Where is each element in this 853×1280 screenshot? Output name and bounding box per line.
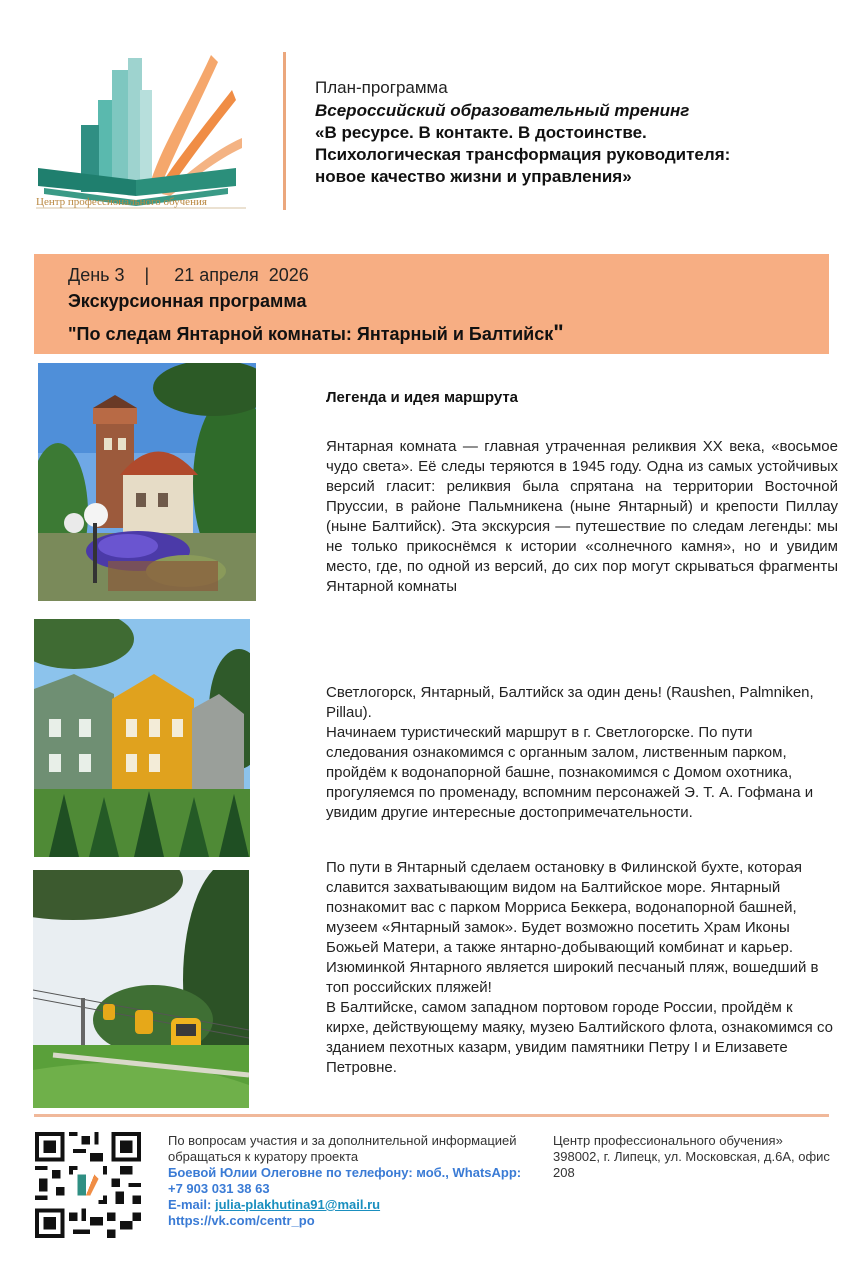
program-name: Экскурсионная программа bbox=[68, 291, 307, 311]
route-yantarny: По пути в Янтарный сделаем остановку в Филинской бухте, которая славится захватывающим видом на Балтийское море. Янтарный познакомит вас с парком Морриса Беккера, водонапорной башней, музеем «Янтарный замок». Будет возможно посетить Храм Иконы Божьей Матери, а также янтарно-добывающий комбинат и карьер. Изюминкой Янтарного является широкий песчаный пляж, вошедший в топ российских пляжей! bbox=[326, 859, 819, 996]
logo-caption: Центр профессионального обучения bbox=[36, 196, 207, 208]
day-separator: | bbox=[144, 265, 150, 285]
photo-cable-car-svetlogorsk bbox=[33, 870, 249, 1108]
route-text-yantarny-baltiysk bbox=[326, 858, 838, 1078]
training-title: Всероссийский образовательный тренинг bbox=[315, 101, 690, 120]
contact-phone: Боевой Юлии Олеговне по телефону: моб., WhatsApp: +7 903 031 38 63 bbox=[168, 1165, 522, 1196]
org-block bbox=[553, 1133, 848, 1181]
document-kind: План-программа bbox=[315, 78, 448, 97]
route-text-svetlogorsk bbox=[326, 683, 838, 823]
center-logo bbox=[36, 50, 246, 215]
route-title: "По следам Янтарной комнаты: Янтарный и Балтийск bbox=[68, 324, 554, 344]
footer-divider bbox=[34, 1114, 829, 1117]
route-name bbox=[68, 320, 564, 346]
route-intro: Светлогорск, Янтарный, Балтийск за один день! (Raushen, Palmniken, Pillau). bbox=[326, 684, 814, 721]
legend-text: Янтарная комната — главная утраченная реликвия XX века, «восьмое чудо света». Её следы теряются в 1945 году. Одна из самых устойчивых версий гласит: реликвия была спрятана на территории Восточной Пруссии, в районе Пальмникена (ныне Янтарный) и крепости Пиллау (ныне Балтийск). Эта экскурсия — путешествие по следам легенды: мы не только прикоснёмся к истории «солнечного камня», но и увидим место, где, по одной из версий, до сих пор могут скрываться фрагменты Янтарной комнаты bbox=[326, 438, 838, 595]
qr-code[interactable] bbox=[35, 1132, 141, 1238]
route-baltiysk: В Балтийске, самом западном портовом городе России, пройдём к кирхе, действующему маяку, музею Балтийского флота, ознакомимся со зданием пехотных казарм, увидим памятники Петру I и Елизавете Петровне. bbox=[326, 999, 833, 1076]
route-close-quote: " bbox=[553, 320, 564, 345]
vk-link[interactable]: https://vk.com/centr_po bbox=[168, 1213, 315, 1228]
contact-block bbox=[168, 1133, 538, 1229]
day-date: 21 апреля 2026 bbox=[174, 265, 309, 285]
day-label: День 3 bbox=[68, 265, 125, 285]
contact-intro: По вопросам участия и за дополнительной информацией обращаться к куратору проекта bbox=[168, 1133, 517, 1164]
header-divider bbox=[283, 52, 286, 210]
route-svetlogorsk: Начинаем туристический маршрут в г. Светлогорске. По пути следования ознакомимся с органным залом, лиственным парком, пройдём к водонапорной башне, познакомимся с Домом охотника, прогуляемся по променаду, вспомним персонажей Э. Т. А. Гофмана и увидим другие интересные достопримечательности. bbox=[326, 724, 814, 821]
email-label: E-mail: bbox=[168, 1197, 215, 1212]
photo-houses-svetlogorsk bbox=[34, 619, 250, 857]
email-link[interactable]: julia-plakhutina91@mail.ru bbox=[214, 1197, 381, 1212]
training-subtitle: «В ресурсе. В контакте. В достоинстве. Психологическая трансформация руководителя: новое качество жизни и управления» bbox=[315, 123, 731, 186]
org-address: 398002, г. Липецк, ул. Московская, д.6А, офис 208 bbox=[553, 1149, 830, 1180]
contact-email-line bbox=[168, 1197, 538, 1213]
photo-water-tower-svetlogorsk bbox=[38, 363, 256, 601]
org-name: Центр профессионального обучения» bbox=[553, 1133, 783, 1148]
day-line bbox=[68, 265, 309, 286]
legend-heading: Легенда и идея маршрута bbox=[326, 389, 519, 406]
